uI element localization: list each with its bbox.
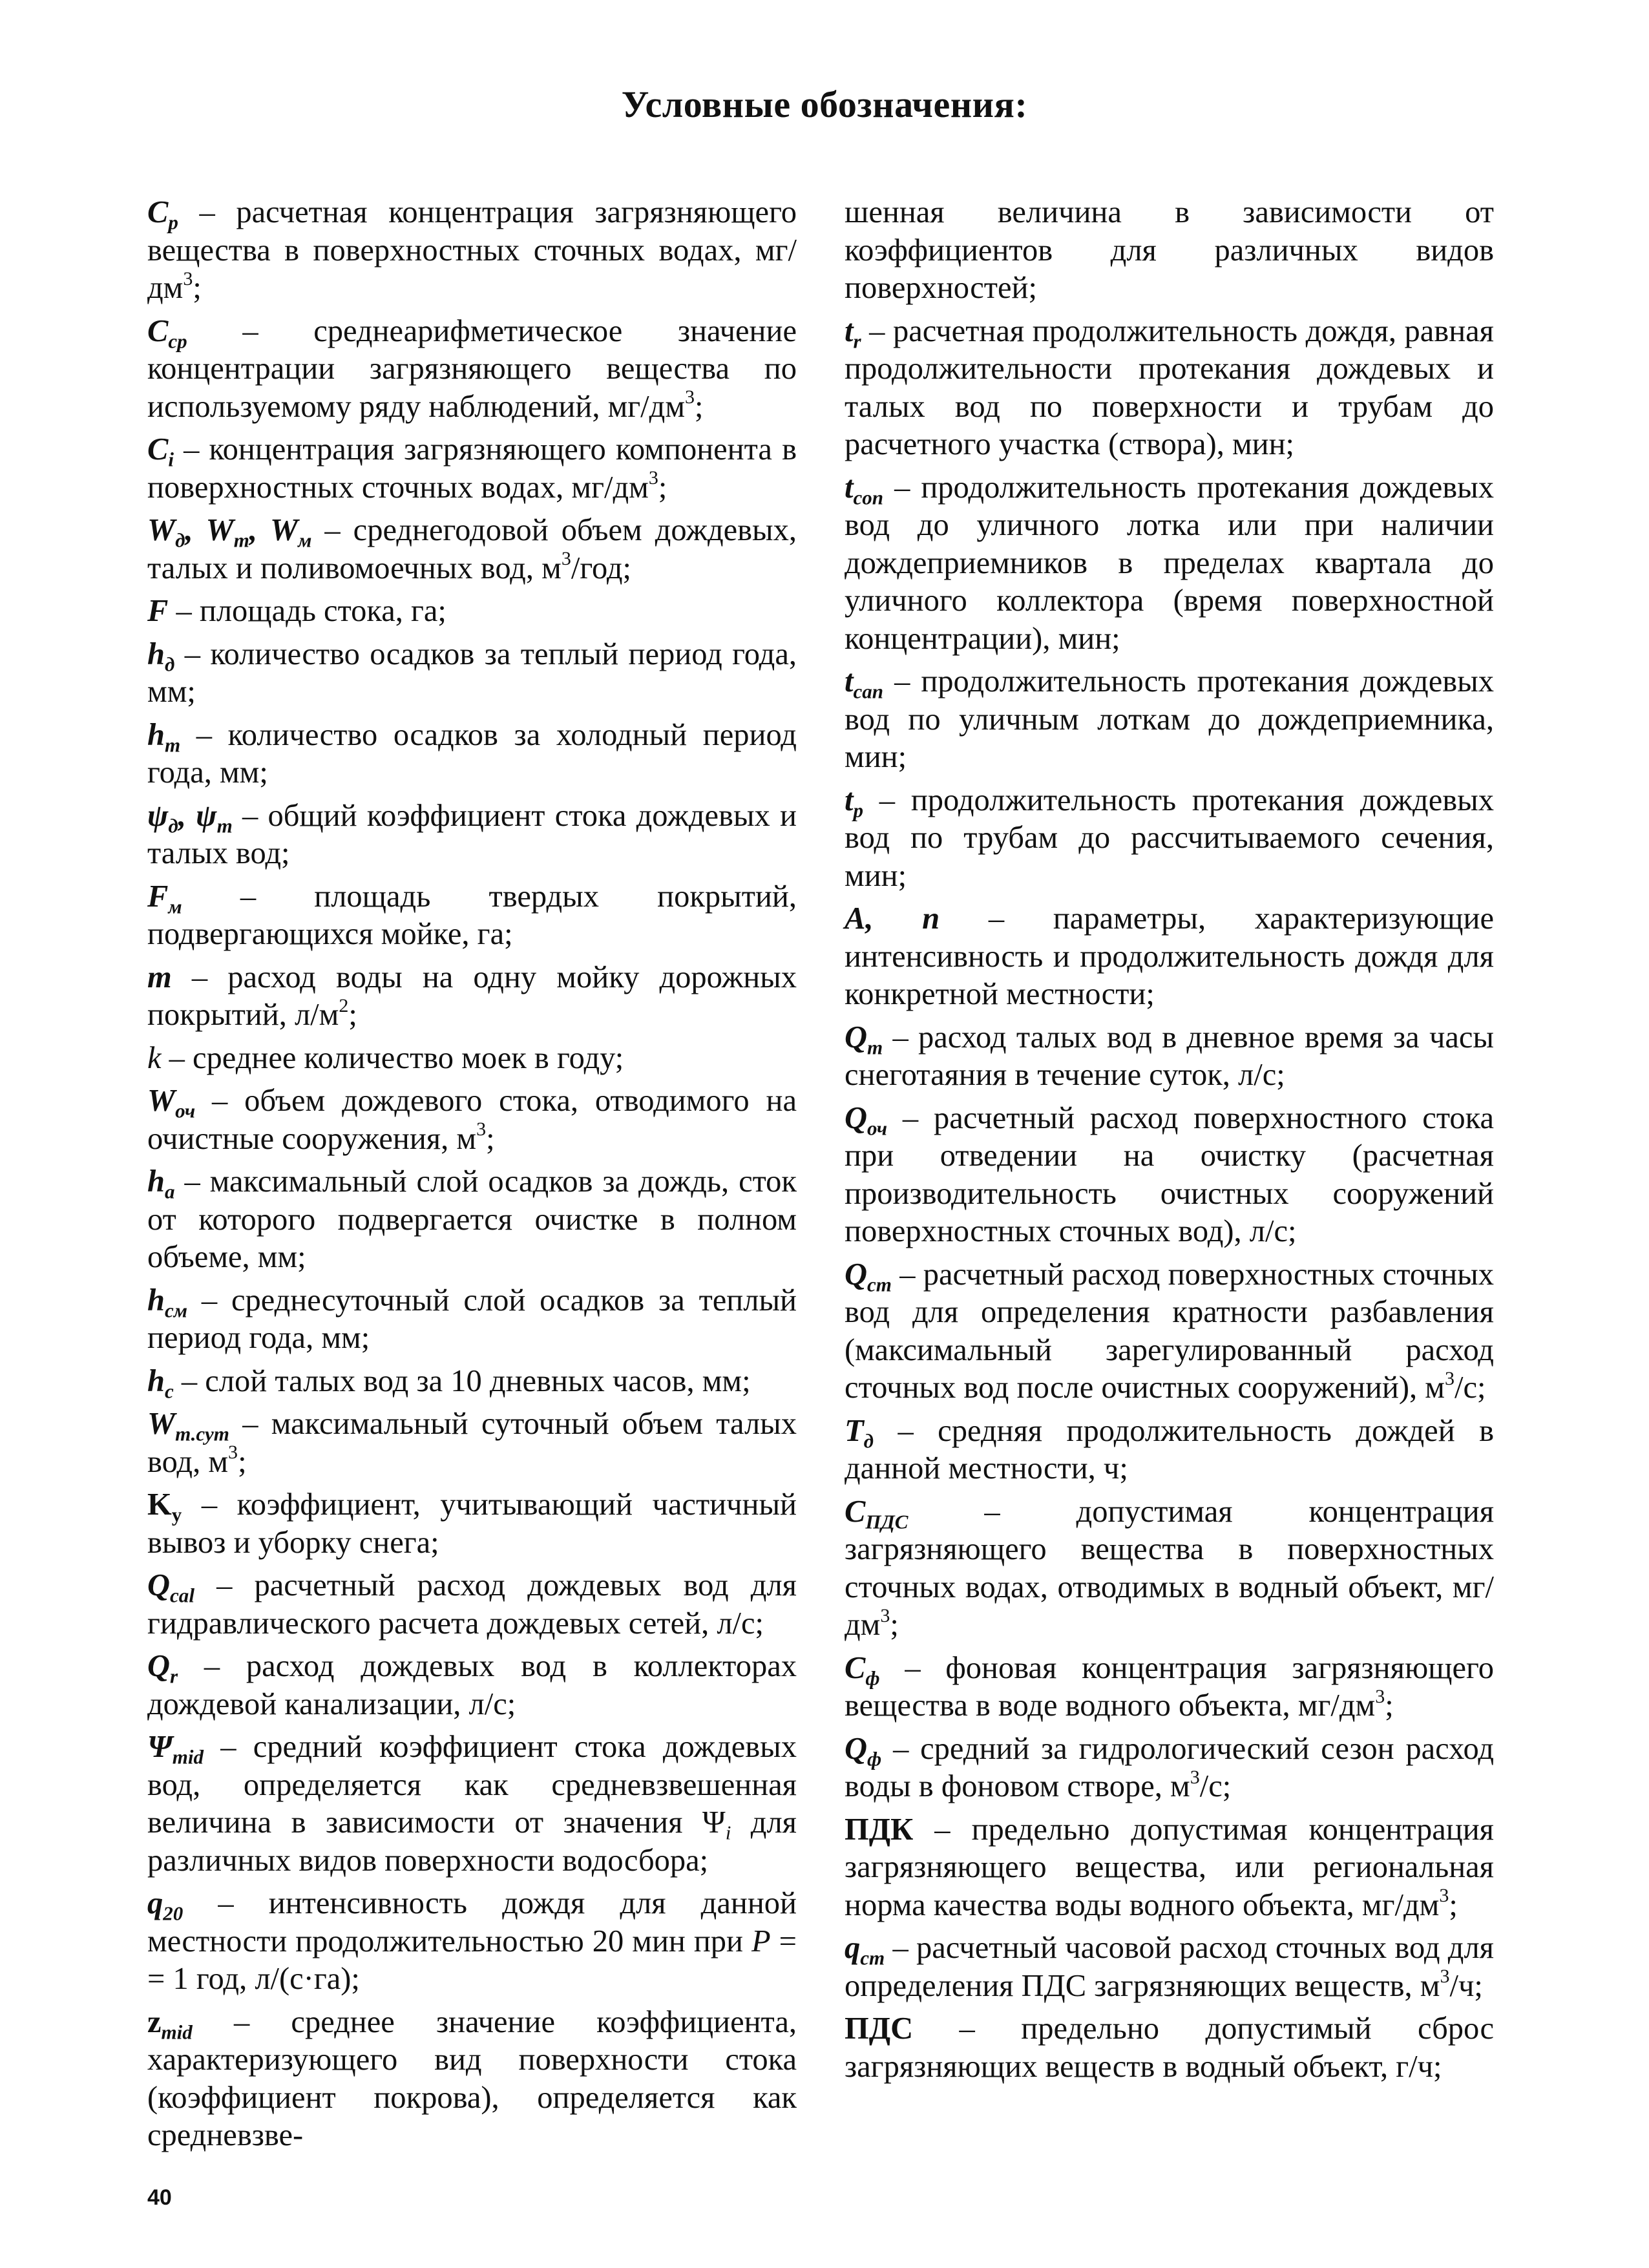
symbol: $q_{ст}$ (845, 1931, 885, 1969)
definition-text: – расчетный расход поверхностного стока при отведении на очистку (расчетная производительность очистных сооружений поверхностных сточных вод), л/с; (845, 1100, 1494, 1248)
symbol: m (147, 960, 172, 994)
definition-text: – максимальный суточный объем талых вод, $м^3$; (147, 1407, 797, 1479)
symbol: $h_д$ (147, 636, 175, 676)
definition-entry (147, 1040, 797, 1078)
definition-entry (147, 636, 797, 711)
definition-text: – расчетная продолжительность дождя, равная продолжительности протекания дождевых и талых вод по поверхности и трубам до расчетного участка (створа), мин; (845, 313, 1494, 461)
definition-text: – предельно допустимый сброс загрязняющих веществ в водный объект, г/ч; (845, 2011, 1494, 2084)
symbol: $C_{ср}$ (147, 313, 187, 353)
right-column (845, 194, 1494, 2091)
symbol: $C_{ПДС}$ (845, 1494, 909, 1533)
symbol: $C_р$ (147, 195, 178, 234)
definition-text: – интенсивность дождя для данной местности продолжительностью 20 мин при P = = 1 год, л/(с·га); (147, 1886, 797, 1996)
definition-text: – расчетная концентрация загрязняющего вещества в поверхностных сточных водах, $мг/дм^3$; (147, 195, 797, 305)
symbol: ПДК (845, 1812, 914, 1847)
definition-text: – расход дождевых вод в коллекторах дождевой канализации, л/с; (147, 1649, 797, 1721)
definition-entry (845, 194, 1494, 308)
definition-entry (147, 797, 797, 873)
left-column (147, 194, 797, 2160)
definition-text: – площадь стока, га; (168, 594, 446, 628)
definition-text: – площадь твердых покрытий, подвергающихся мойке, га; (147, 879, 797, 951)
definition-entry (147, 512, 797, 587)
symbol: $C_i$ (147, 432, 174, 471)
definition-entry (147, 959, 797, 1034)
definition-entry (845, 1730, 1494, 1806)
symbol: $Q_{cal}$ (147, 1568, 194, 1607)
definition-entry (845, 782, 1494, 896)
page-number: 40 (147, 2185, 172, 2210)
definition-text: шенная величина в зависимости от коэффициентов для различных видов поверхностей; (845, 195, 1494, 305)
symbol: A, n (845, 901, 940, 936)
definition-entry (147, 1728, 797, 1880)
definition-text: – допустимая концентрация загрязняющего вещества в поверхностных сточных водах, отводимых в водный объект, $мг/дм^3$; (845, 1494, 1494, 1642)
symbol: $K_у$ (147, 1487, 182, 1526)
definition-text: – продолжительность протекания дождевых вод до уличного лотка или при наличии дождеприемников в пределах квартала до уличного коллектора (время поверхностной концентрации), мин; (845, 470, 1494, 656)
definition-entry (147, 194, 797, 308)
symbol: $t_{can}$ (845, 664, 884, 703)
definition-entry (147, 717, 797, 792)
definition-text: – фоновая концентрация загрязняющего вещества в воде водного объекта, $мг/дм^3$; (845, 1650, 1494, 1723)
symbol: $t_{con}$ (845, 470, 884, 509)
definition-text: – предельно допустимая концентрация загрязняющего вещества, или региональная норма качества воды водного объекта, $мг/дм^3$; (845, 1812, 1494, 1922)
symbol: $h_т$ (147, 717, 181, 757)
definition-entry (147, 1163, 797, 1277)
definition-entry (845, 1412, 1494, 1488)
definition-entry (147, 1885, 797, 1999)
definition-text: – среднеарифметическое значение концентрации загрязняющего вещества по используемому ряду наблюдений, $мг/дм^3$; (147, 313, 797, 424)
symbol: $q_{20}$ (147, 1886, 184, 1925)
symbol: $W_{оч}$ (147, 1084, 196, 1122)
definition-text: – среднесуточный слой осадков за теплый период года, мм; (147, 1283, 797, 1355)
definition-text: – продолжительность протекания дождевых вод по трубам до рассчитываемого сечения, мин; (845, 782, 1494, 893)
definition-entry (147, 1082, 797, 1158)
symbol: $z_{mid}$ (147, 2004, 193, 2044)
definition-entry (147, 313, 797, 426)
definition-entry (845, 663, 1494, 777)
symbol: $h_{см}$ (147, 1283, 188, 1322)
definition-text: – количество осадков за холодный период года, мм; (147, 717, 797, 790)
definition-text: – продолжительность протекания дождевых вод по уличным лоткам до дождеприемника, мин; (845, 664, 1494, 774)
symbol: $t_p$ (845, 782, 863, 822)
definition-entry (845, 1811, 1494, 1925)
symbol: ПДС (845, 2011, 914, 2046)
definition-text: – коэффициент, учитывающий частичный вывоз и уборку снега; (147, 1487, 797, 1560)
definition-text: – среднегодовой объем дождевых, талых и поливомоечных вод, $м^3$/год; (147, 513, 797, 585)
symbol: $W_д$, $W_т$, $W_м$ (147, 513, 312, 552)
definition-text: – расход талых вод в дневное время за часы снеготаяния в течение суток, л/с; (845, 1020, 1494, 1092)
definition-text: – среднее количество моек в году; (161, 1040, 624, 1075)
definition-text: – объем дождевого стока, отводимого на очистные сооружения, $м^3$; (147, 1084, 797, 1156)
symbol: $Q_ф$ (845, 1731, 882, 1770)
definition-entry (845, 1256, 1494, 1407)
symbol: $Q_{оч}$ (845, 1100, 888, 1140)
definition-entry (845, 469, 1494, 658)
definition-text: – параметры, характеризующие интенсивность и продолжительность дождя для конкретной местности; (845, 901, 1494, 1011)
definition-entry (147, 2004, 797, 2155)
definition-text: – расход воды на одну мойку дорожных покрытий, $л/м^2$; (147, 960, 797, 1032)
definition-text: – средний коэффициент стока дождевых вод, определяется как средневзвешенная величина в зависимости от значения $\Psi_i$ для различных видов поверхности водосбора; (147, 1730, 797, 1878)
symbol: $Q_r$ (147, 1649, 178, 1688)
definition-entry (147, 593, 797, 631)
definition-text: – максимальный слой осадков за дождь, сток от которого подвергается очистке в полном объеме, мм; (147, 1164, 797, 1274)
symbol: $\Psi_{mid}$ (147, 1730, 204, 1769)
symbol: k (147, 1040, 162, 1075)
definition-text: – слой талых вод за 10 дневных часов, мм; (173, 1363, 751, 1398)
symbol: $W_{т.сут}$ (147, 1407, 229, 1445)
definition-entry (845, 1650, 1494, 1725)
definition-entry (845, 900, 1494, 1014)
definition-text: – расчетный часовой расход сточных вод для определения ПДС загрязняющих веществ, $м^3/ч$; (845, 1931, 1494, 2003)
definition-text: – общий коэффициент стока дождевых и талых вод; (147, 798, 797, 870)
definition-entry (845, 1929, 1494, 2005)
definition-text: – средняя продолжительность дождей в данной местности, ч; (845, 1413, 1494, 1486)
symbol: F (147, 594, 169, 628)
symbol: $\psi_д$, $\psi_т$ (147, 798, 233, 837)
symbol: $h_а$ (147, 1164, 175, 1203)
definition-entry (845, 313, 1494, 464)
symbol: $Q_т$ (845, 1020, 883, 1059)
definition-text: – количество осадков за теплый период года, мм; (147, 636, 797, 709)
definition-entry (147, 1282, 797, 1358)
definition-entry (147, 1486, 797, 1562)
symbol: $t_r$ (845, 313, 861, 353)
definition-entry (845, 2010, 1494, 2086)
symbol: $T_д$ (845, 1413, 874, 1453)
definition-text: – среднее значение коэффициента, характеризующего вид поверхности стока (коэффициент покрова), определяется как средневзве- (147, 2004, 797, 2152)
definition-text: – расчетный расход поверхностных сточных вод для определения кратности разбавления (максимальный зарегулированный расход сточных вод после очистных сооружений), $м^3/с$; (845, 1257, 1494, 1405)
symbol: $C_ф$ (845, 1650, 880, 1690)
definition-entry (147, 1405, 797, 1481)
definition-entry (845, 1493, 1494, 1644)
definition-entry (845, 1019, 1494, 1095)
symbol: $F_м$ (147, 879, 182, 918)
definition-text: – средний за гидрологический сезон расход воды в фоновом створе, $м^3/с$; (845, 1731, 1494, 1803)
definition-text: – расчетный расход дождевых вод для гидравлического расчета дождевых сетей, л/с; (147, 1568, 797, 1641)
definition-entry (147, 1363, 797, 1401)
definition-entry (147, 1567, 797, 1643)
definition-entry (147, 1648, 797, 1723)
page-title: Условные обозначения: (621, 83, 1028, 125)
definition-entry (147, 431, 797, 507)
symbol: $h_с$ (147, 1363, 174, 1403)
definition-entry (845, 1100, 1494, 1251)
symbol: $Q_{ст}$ (845, 1257, 892, 1296)
definition-text: – концентрация загрязняющего компонента в поверхностных сточных водах, $мг/дм^3$; (147, 432, 797, 505)
definition-entry (147, 878, 797, 954)
